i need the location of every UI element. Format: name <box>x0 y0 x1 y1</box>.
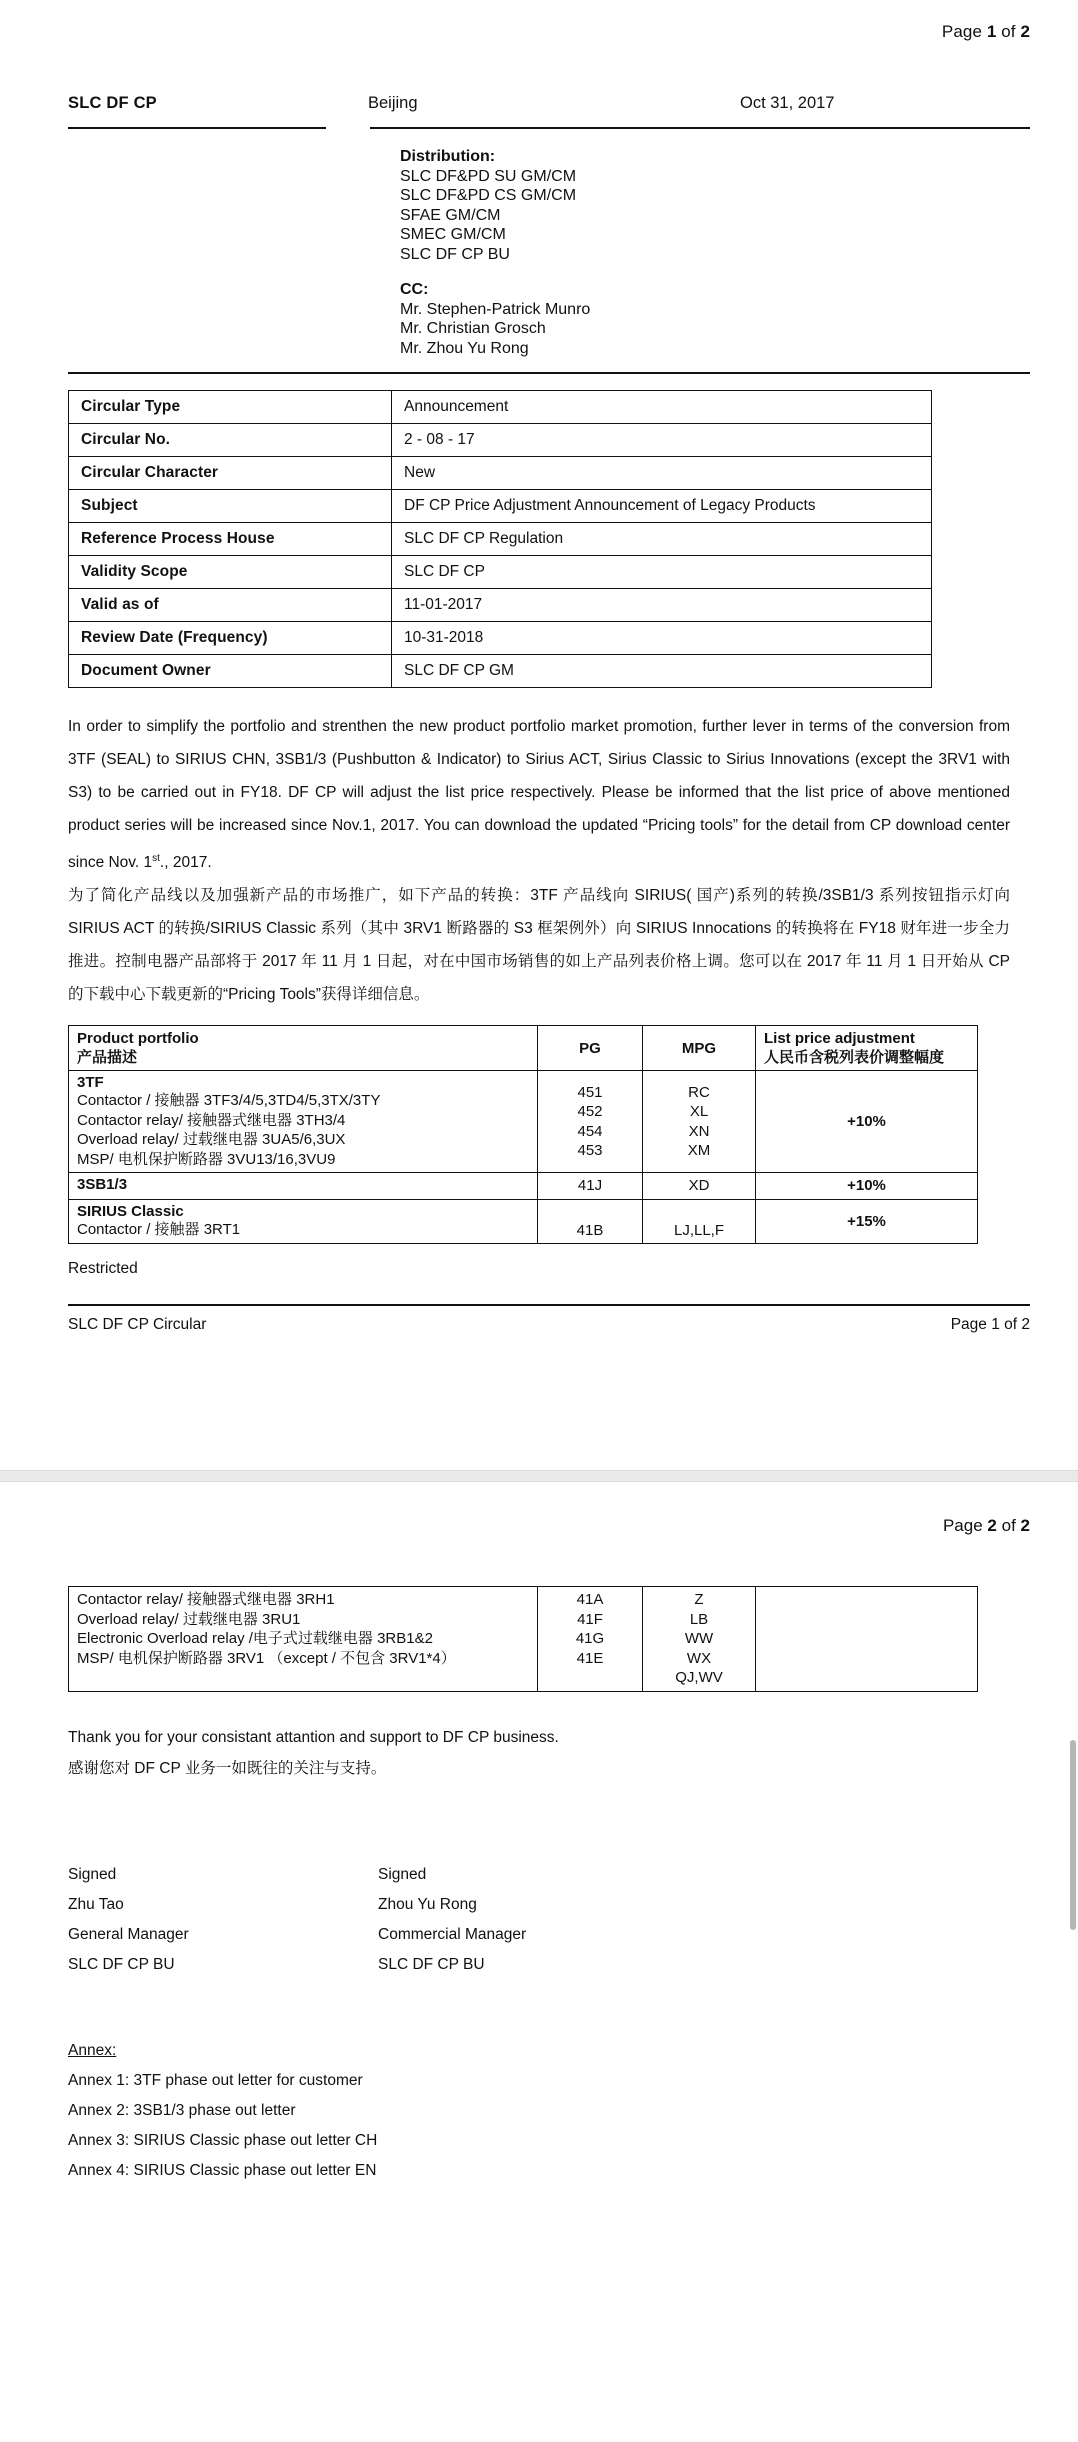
signature-block <box>68 1860 1078 1980</box>
product-price-adjustment-table <box>68 1025 978 1244</box>
table-row <box>69 523 932 556</box>
pg-value: 41F <box>577 1610 603 1628</box>
mpg-value: XN <box>688 1122 710 1140</box>
letterhead-row <box>0 94 1078 113</box>
product-group-name: 3TF <box>77 1074 104 1092</box>
meta-value: SLC DF CP <box>392 556 932 589</box>
price-adjustment-value: +10% <box>756 1071 978 1173</box>
meta-key: Subject <box>69 490 392 523</box>
page-indicator-mid: of <box>1001 1516 1016 1535</box>
pg-value: 41E <box>576 1649 604 1667</box>
product-description-cell <box>69 1587 538 1692</box>
mpg-value: RC <box>688 1083 710 1101</box>
product-mpg-cell <box>643 1173 756 1200</box>
product-description-cell <box>69 1173 538 1200</box>
cc-group <box>400 280 1078 358</box>
meta-key: Review Date (Frequency) <box>69 622 392 655</box>
product-mpg-cell <box>643 1199 756 1244</box>
table-row <box>69 424 932 457</box>
mpg-value: LJ,LL,F <box>673 1221 725 1239</box>
distribution-item: SFAE GM/CM <box>400 206 501 224</box>
product-pg-cell <box>538 1071 643 1173</box>
signature-unit: SLC DF CP BU <box>378 1955 485 1973</box>
page-1-page-indicator <box>0 0 1078 42</box>
signature-column-left <box>68 1860 378 1980</box>
col-header-mpg: MPG <box>643 1026 756 1071</box>
sender-date: Oct 31, 2017 <box>740 94 835 112</box>
meta-key: Document Owner <box>69 655 392 688</box>
signature-title: General Manager <box>68 1925 189 1943</box>
price-adjustment-value: +10% <box>756 1173 978 1200</box>
product-pg-cell <box>538 1173 643 1200</box>
footer-page-number: Page 1 of 2 <box>950 1316 1030 1334</box>
closing-remarks <box>68 1722 1078 1784</box>
product-group-name: SIRIUS Classic <box>77 1202 184 1220</box>
annex-heading: Annex: <box>68 2041 117 2059</box>
mpg-value: XL <box>689 1103 709 1121</box>
meta-key: Valid as of <box>69 589 392 622</box>
pg-value: 41J <box>577 1177 603 1195</box>
letterhead-rules <box>0 127 1078 129</box>
pg-value: 453 <box>577 1142 603 1160</box>
table-row <box>69 457 932 490</box>
mpg-value: Z <box>694 1591 704 1608</box>
mpg-value: QJ,WV <box>675 1669 723 1686</box>
signature-name: Zhou Yu Rong <box>378 1895 477 1913</box>
annex-item: Annex 4: SIRIUS Classic phase out letter EN <box>68 2161 377 2179</box>
meta-value: 11-01-2017 <box>392 589 932 622</box>
table-row <box>69 1173 978 1200</box>
table-row <box>69 391 932 424</box>
product-line: MSP/ 电机保护断路器 3VU13/16,3VU9 <box>77 1150 336 1168</box>
page-indicator-current: 2 <box>987 1516 997 1535</box>
signature-signed-label: Signed <box>378 1865 427 1883</box>
pg-value: 451 <box>577 1083 603 1101</box>
pg-value: 452 <box>577 1103 603 1121</box>
table-row <box>69 1587 978 1692</box>
col-header-desc-cn: 产品描述 <box>77 1049 138 1067</box>
meta-value: SLC DF CP Regulation <box>392 523 932 556</box>
sender-city: Beijing <box>368 94 418 112</box>
table-row <box>69 1199 978 1244</box>
col-header-product-portfolio <box>69 1026 538 1071</box>
mpg-value: XD <box>688 1177 710 1195</box>
cc-item: Mr. Stephen-Patrick Munro <box>400 300 591 318</box>
meta-value: 2 - 08 - 17 <box>392 424 932 457</box>
letterhead-rule-right <box>370 127 1030 129</box>
post-cc-divider <box>68 372 1030 374</box>
annex-item: Annex 2: 3SB1/3 phase out letter <box>68 2101 296 2119</box>
annex-item: Annex 1: 3TF phase out letter for customer <box>68 2071 363 2089</box>
pg-value: 41G <box>575 1630 605 1647</box>
document-page-2 <box>0 1482 1078 2442</box>
meta-key: Reference Process House <box>69 523 392 556</box>
product-price-adjustment-table-continued <box>68 1586 978 1692</box>
circular-metadata-table <box>68 390 932 688</box>
meta-value: DF CP Price Adjustment Announcement of Legacy Products <box>392 490 932 523</box>
page-indicator-current: 1 <box>986 22 997 41</box>
letterhead-rule-left <box>68 127 326 129</box>
col-header-list-price-adjustment <box>756 1026 978 1071</box>
pg-value: 41A <box>576 1591 604 1608</box>
col-header-pg: PG <box>538 1026 643 1071</box>
distribution-item: SLC DF&PD SU GM/CM <box>400 167 577 185</box>
distribution-group <box>400 147 1078 264</box>
scrollbar-thumb[interactable] <box>1070 1740 1076 1930</box>
meta-value: 10-31-2018 <box>392 622 932 655</box>
mpg-value: WX <box>686 1649 712 1667</box>
pg-value: 41B <box>576 1221 604 1239</box>
page-1-footer <box>68 1316 1030 1334</box>
signature-column-right <box>378 1860 688 1980</box>
product-pg-cell <box>538 1587 643 1692</box>
distribution-heading: Distribution: <box>400 148 496 165</box>
product-line: Electronic Overload relay /电子式过载继电器 3RB1&2 <box>77 1630 433 1647</box>
body-cn-text: 为了简化产品线以及加强新产品的市场推广，如下产品的转换：3TF 产品线向 SIRIUS( 国产)系列的转换/3SB1/3 系列按钮指示灯向 SIRIUS ACT 的转换/SIRIUS Classic 系列（其中 3RV1 断路器的 S3 框架例外）向 SIRIUS Innocations 的转换将在 FY18 财年进一步全力推进。控制电器产品部将于 2017 年 11 月 1 日起，对在中国市场销售的如上产品列表价格上调。您可以在 2017 年 11 月 1 日开始从 CP 的下载中心下载更新的“Pricing Tools”获得详细信息。 <box>68 887 1010 1004</box>
product-pg-cell <box>538 1199 643 1244</box>
product-line: Contactor relay/ 接触器式继电器 3TH3/4 <box>77 1111 346 1129</box>
sender-unit: SLC DF CP <box>68 94 157 112</box>
annex-list <box>68 2036 1078 2186</box>
distribution-item: SLC DF&PD CS GM/CM <box>400 187 577 204</box>
page-indicator-total: 2 <box>1020 22 1030 41</box>
cc-item: Mr. Christian Grosch <box>400 320 546 337</box>
table-row <box>69 622 932 655</box>
price-adjustment-value: +15% <box>756 1199 978 1244</box>
table-row <box>69 655 932 688</box>
table-row <box>69 556 932 589</box>
page-indicator-prefix: Page <box>941 22 982 41</box>
signature-title: Commercial Manager <box>378 1925 527 1943</box>
signature-unit: SLC DF CP BU <box>68 1955 175 1973</box>
signature-signed-label: Signed <box>68 1865 117 1883</box>
confidentiality-label: Restricted <box>68 1260 138 1278</box>
table-row <box>69 589 932 622</box>
product-line: Contactor / 接触器 3TF3/4/5,3TD4/5,3TX/3TY <box>77 1092 381 1110</box>
product-mpg-cell <box>643 1587 756 1692</box>
letterhead-rule-gap <box>326 127 370 129</box>
page-indicator-mid: of <box>1001 22 1016 41</box>
product-line: Contactor / 接触器 3RT1 <box>77 1220 241 1238</box>
distribution-item: SMEC GM/CM <box>400 226 506 243</box>
page-2-page-indicator <box>0 1482 1078 1536</box>
price-adjustment-value <box>756 1587 978 1692</box>
product-mpg-cell <box>643 1071 756 1173</box>
meta-key: Circular Type <box>69 391 392 424</box>
ordinal-suffix: st <box>152 853 160 864</box>
cc-item: Mr. Zhou Yu Rong <box>400 339 529 357</box>
pg-value: 454 <box>577 1122 603 1140</box>
product-line: Overload relay/ 过载继电器 3RU1 <box>77 1610 301 1628</box>
meta-value: SLC DF CP GM <box>392 655 932 688</box>
distribution-cc-block <box>0 147 1078 358</box>
body-en-text: In order to simplify the portfolio and strenthen the new product portfolio market promotion, further lever in terms of the conversion from 3TF (SEAL) to SIRIUS CHN, 3SB1/3 (Pushbutton & Indicator) to Sirius ACT, Sirius Classic to Sirius Innovations (except the 3RV1 with S3) to be carried out in FY18. DF CP will adjust the list price respectively. Please be informed that the list price of above mentioned product series will be increased since Nov.1, 2017. You can download the updated “Pricing tools” for the detail from CP download center since Nov. 1 <box>68 718 1010 872</box>
meta-value: New <box>392 457 932 490</box>
meta-key: Validity Scope <box>69 556 392 589</box>
product-description-cell <box>69 1199 538 1244</box>
meta-key: Circular No. <box>69 424 392 457</box>
product-line: MSP/ 电机保护断路器 3RV1 （except / 不包含 3RV1*4） <box>77 1649 456 1667</box>
page-indicator-total: 2 <box>1020 1516 1030 1535</box>
page-indicator-prefix: Page <box>942 1516 983 1535</box>
col-header-adj-en: List price adjustment <box>764 1030 915 1048</box>
col-header-adj-cn: 人民币含税列表价调整幅度 <box>764 1049 945 1067</box>
mpg-value: WW <box>684 1630 714 1647</box>
product-group-name: 3SB1/3 <box>77 1176 128 1194</box>
page-break-separator <box>0 1470 1078 1482</box>
mpg-value: XM <box>687 1142 711 1160</box>
closing-remarks-chinese: 感谢您对 DF CP 业务一如既往的关注与支持。 <box>68 1759 387 1777</box>
closing-remarks-english: Thank you for your consistant attantion and support to DF CP business. <box>68 1728 559 1746</box>
annex-item: Annex 3: SIRIUS Classic phase out letter CH <box>68 2131 378 2149</box>
product-description-cell <box>69 1071 538 1173</box>
signature-name: Zhu Tao <box>68 1895 124 1913</box>
body-en-text-tail: ., 2017. <box>159 854 212 872</box>
table-row <box>69 490 932 523</box>
table-row <box>69 1071 978 1173</box>
col-header-desc-en: Product portfolio <box>77 1030 199 1048</box>
body-paragraph-english <box>68 710 1010 879</box>
footer-divider <box>68 1304 1030 1306</box>
distribution-item: SLC DF CP BU <box>400 245 510 263</box>
body-paragraph-chinese <box>68 879 1010 1011</box>
cc-heading: CC: <box>400 281 429 298</box>
footer-document-name: SLC DF CP Circular <box>68 1316 207 1334</box>
table-header-row <box>69 1026 978 1071</box>
mpg-value: LB <box>689 1610 709 1628</box>
meta-key: Circular Character <box>69 457 392 490</box>
meta-value: Announcement <box>392 391 932 424</box>
product-line: Contactor relay/ 接触器式继电器 3RH1 <box>77 1591 335 1608</box>
vertical-scrollbar[interactable] <box>1069 0 1078 2440</box>
product-line: Overload relay/ 过载继电器 3UA5/6,3UX <box>77 1131 346 1149</box>
